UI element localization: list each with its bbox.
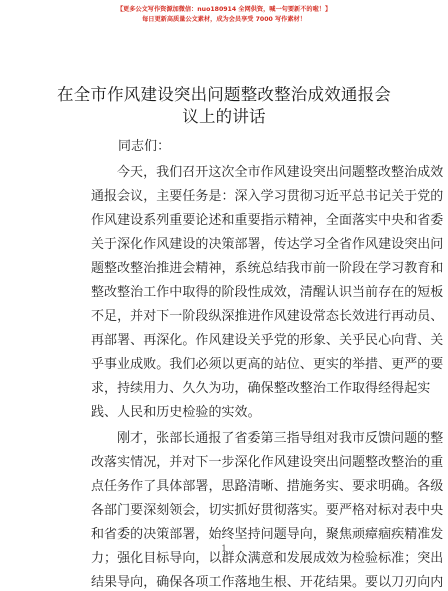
body-line: 通报会议，主要任务是：深入学习贯彻习近平总书记关于党的 (91, 189, 444, 204)
body-line: 乎事业成败。我们必须以更高的站位、更实的举措、更严的要 (91, 357, 444, 372)
promo-banner-line-1: 【更多公文写作资源加微信：nuo180914 全网供资，喊一句要新不的啦！】 (116, 6, 332, 13)
promo-banner-line-2: 每日更新高质量公文素材，成为会员享受 7000 写作素材！ (142, 16, 306, 23)
promo-banner (0, 5, 448, 25)
body-line: 各部门要深刻领会，切实抓好贯彻落实。要严格对标对表中央 (91, 503, 444, 518)
body-line: 践、人民和历史检验的实效。 (91, 405, 261, 420)
greeting: 同志们： (118, 139, 171, 154)
body-line: 关于深化作风建设的决策部署，传达学习全省作风建设突出问 (91, 237, 444, 252)
body-line: 点任务作了具体部署，思路清晰、措施务实、要求明确。各级 (91, 479, 444, 494)
body-line: 刚才，张部长通报了省委第三指导组对我市反馈问题的整 (117, 431, 444, 446)
page-number: 1 (221, 544, 227, 553)
body-line: 再部署、再深化。作风建设关乎党的形象、关乎民心向背、关 (91, 333, 444, 348)
body-line: 作风建设系列重要论述和重要指示精神，全面落实中央和省委 (91, 213, 444, 228)
body-line: 求，持续用力、久久为功，确保整改整治工作取得经得起实 (91, 381, 431, 396)
body-line: 和省委的决策部署，始终坚持问题导向，聚焦顽瘴痼疾精准发 (91, 527, 444, 542)
body-line: 题整改整治推进会精神，系统总结我市前一阶段在学习教育和 (91, 261, 444, 276)
body-line: 不足，并对下一阶段纵深推进作风建设常态长效进行再动员、 (91, 309, 444, 324)
title-line-2: 议上的讲话 (182, 107, 266, 126)
body-line: 力；强化目标导向，以群众满意和发展成效为检验标准；突出 (91, 551, 444, 566)
body-line: 整改整治工作中取得的阶段性成效，清醒认识当前存在的短板 (91, 285, 444, 300)
document-title (40, 84, 408, 128)
body-line: 结果导向，确保各项工作落地生根、开花结果。要以刀刃向内 (91, 575, 444, 590)
body-line: 改落实情况，并对下一步深化作风建设突出问题整改整治的重 (91, 455, 444, 470)
body-line: 今天，我们召开这次全市作风建设突出问题整改整治成效 (117, 165, 444, 180)
title-line-1: 在全市作风建设突出问题整改整治成效通报会 (57, 85, 391, 104)
